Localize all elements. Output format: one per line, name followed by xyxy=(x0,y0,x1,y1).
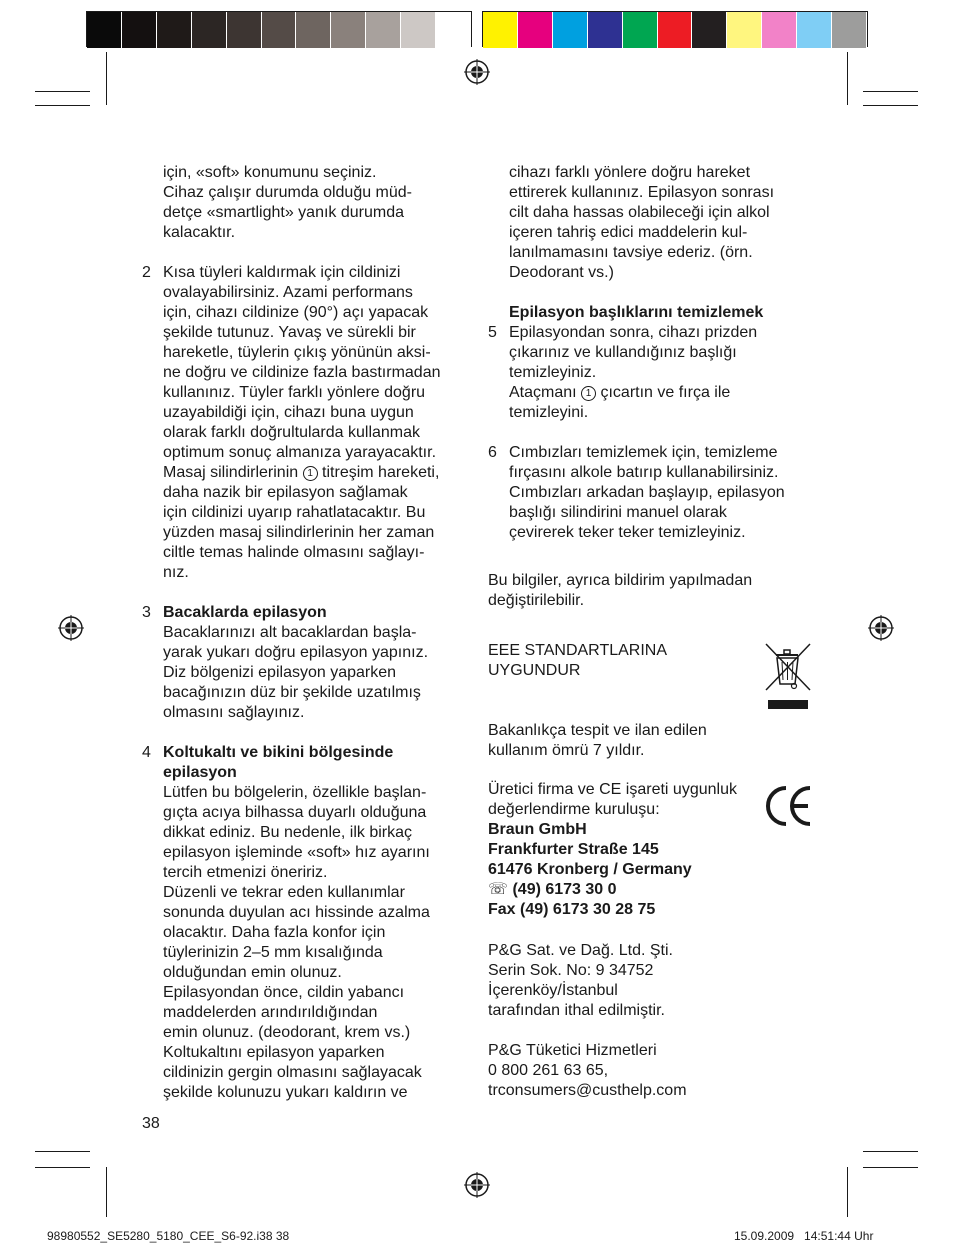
color-swatch xyxy=(483,12,518,48)
left-column xyxy=(142,163,473,1103)
crop-mark xyxy=(847,52,848,105)
registration-mark-icon xyxy=(464,59,490,85)
color-swatch xyxy=(296,12,331,48)
step-number: 5 xyxy=(488,324,497,341)
color-swatch xyxy=(553,12,588,48)
step-6: 6 Cımbızları temizlemek için, temizleme fırçasını alkole batırıp kullanabilirsiniz. Cımbızları arkadan başlayıp, epilasyon başlığı silindirini manuel olarak çevirerek teker teker temizleyiniz. xyxy=(488,444,785,541)
color-swatch xyxy=(518,12,553,48)
step-5: 5 Epilasyondan sonra, cihazı prizden çıkarınız ve kullandığınız başlığı temizleyiniz. Ataçmanı 1 çıcartın ve fırça ile temizleyini. xyxy=(488,324,758,421)
step-number: 6 xyxy=(488,444,497,461)
color-swatch xyxy=(192,12,227,48)
section-heading: Epilasyon başlıklarını temizlemek xyxy=(509,304,764,321)
color-swatch xyxy=(331,12,366,48)
section-heading: Koltukaltı ve bikini bölgesinde xyxy=(163,744,394,761)
ce-mark-icon xyxy=(764,782,814,830)
color-swatch xyxy=(692,12,727,48)
part-reference-marker: 1 xyxy=(303,466,318,481)
step-2: 2 Kısa tüyleri kaldırmak için cildinizi ovalayabilirsiniz. Azami performans için, cihazı cildinize (90°) açı yapacak şekilde tutunuz. Yavaş ve sürekli bir hareketle, tüylerin çıkış yönünün aksi- ne doğru ve cildinize fazla bastırmadan kullanınız. Tüyler farklı yönlere doğru uzayabildiği için, cihazı buna uygun olarak farklı doğrultularda kullanmak optimum sonuç almanıza yarayacaktır. Masaj silindirlerinin 1 titreşim hareketi, daha nazik bir epilasyon sağlamak için cildinizi uyarıp rahatlatacaktır. Bu yüzden masaj silindirlerinin her zaman ciltle temas halinde olmasını sağlayı- nız. xyxy=(142,264,441,581)
color-swatch xyxy=(623,12,658,48)
color-swatch xyxy=(366,12,401,48)
part-reference-marker: 1 xyxy=(581,386,596,401)
crop-mark xyxy=(35,91,90,92)
crop-mark xyxy=(35,105,90,106)
color-swatch xyxy=(436,12,471,48)
color-swatch xyxy=(832,12,867,48)
crop-mark xyxy=(35,1167,90,1168)
eee-compliance: EEE STANDARTLARINA UYGUNDUR xyxy=(488,642,668,679)
color-swatch xyxy=(122,12,157,48)
step-4: 4 Koltukaltı ve bikini bölgesinde epilasyon Lütfen bu bölgelerin, özellikle başlan- gıçta acıya bilhassa duyarlı olduğuna dikkat ediniz. Bu nedenle, ilk birkaç epilasyon işleminde «soft» hız ayarını tercih etmenizi öneririz. Düzenli ve tekrar eden kullanımlar sonunda duyulan acı hissinde azalma olacaktır. Daha fazla konfor için tüylerinizin 2–5 mm kısalığında olduğundan emin olunuz. Epilasyondan önce, cildin yabancı maddelerden arındırıldığından emin olunuz. (deodorant, krem vs.) Koltukaltını epilasyon yaparken cildinizin gergin olmasını sağlayacak şekilde kolunuzu yukarı kaldırın ve xyxy=(163,743,473,1103)
crop-mark xyxy=(35,1151,90,1152)
continuation-text: cihazı farklı yönlere doğru hareket ettirerek kullanınız. Epilasyon sonrası cilt daha hassas olabileceği için alkol içeren tahriş edici maddelerin kul- lanılmamasını tavsiye ederiz. (örn. Deodorant vs.) xyxy=(509,164,775,281)
page-number: 38 xyxy=(142,1115,160,1132)
crop-mark xyxy=(847,1167,848,1217)
print-job-info: 98980552_SE5280_5180_CEE_S6-92.i38 38 xyxy=(47,1229,290,1243)
step-number: 4 xyxy=(142,744,151,761)
color-swatch xyxy=(157,12,192,48)
crop-mark xyxy=(863,91,918,92)
crop-mark xyxy=(863,1167,918,1168)
registration-mark-icon xyxy=(58,615,84,641)
color-swatch xyxy=(658,12,693,48)
crop-mark xyxy=(863,1151,918,1152)
crop-mark xyxy=(106,52,107,105)
color-swatch xyxy=(588,12,623,48)
color-swatch xyxy=(87,12,122,48)
registration-mark-icon xyxy=(464,1172,490,1198)
section-heading: Bacaklarda epilasyon xyxy=(163,604,327,621)
telephone-icon: ☏ xyxy=(488,881,509,898)
color-swatch xyxy=(401,12,436,48)
step-number: 2 xyxy=(142,264,151,281)
lifetime-block: Bakanlıkça tespit ve ilan edilen kullanım ömrü 7 yıldır. xyxy=(488,722,707,759)
registration-mark-icon xyxy=(868,615,894,641)
importer-block: P&G Sat. ve Dağ. Ltd. Şti. Serin Sok. No: 9 34752 İçerenköy/İstanbul tarafından ithal edilmiştir. xyxy=(488,942,673,1019)
consumer-service-block: P&G Tüketici Hizmetleri 0 800 261 63 65, trconsumers@custhelp.com xyxy=(488,1042,687,1099)
crop-mark xyxy=(863,105,918,106)
color-swatch xyxy=(727,12,762,48)
weee-crossed-bin-icon xyxy=(764,640,812,712)
color-calibration-bar xyxy=(482,11,868,47)
right-column xyxy=(488,163,819,543)
manufacturer-block: Üretici firma ve CE işareti uygunluk değerlendirme kuruluşu: Braun GmbH Frankfurter Straße 145 61476 Kronberg / Germany ☏ (49) 6173 30 0 Fax (49) 6173 30 28 75 xyxy=(488,781,737,918)
section-heading: epilasyon xyxy=(163,764,237,781)
grayscale-calibration-bar xyxy=(86,11,472,47)
print-timestamp: 15.09.2009 14:51:44 Uhr xyxy=(734,1229,874,1243)
color-swatch xyxy=(262,12,297,48)
color-swatch xyxy=(227,12,262,48)
continuation-text: için, «soft» konumunu seçiniz. Cihaz çalışır durumda olduğu müd- detçe «smartlight» yanık durumda kalacaktır. xyxy=(163,164,413,241)
crop-mark xyxy=(106,1167,107,1217)
color-swatch xyxy=(797,12,832,48)
notice-block: Bu bilgiler, ayrıca bildirim yapılmadan değiştirilebilir. xyxy=(488,572,753,609)
step-3: 3 Bacaklarda epilasyon Bacaklarınızı alt bacaklardan başla- yarak yukarı doğru epilasyon yapınız. Diz bölgenizi epilasyon yaparken bacağınızın düz bir şekilde uzatılmış olmasını sağlayınız. xyxy=(163,603,473,723)
color-swatch xyxy=(762,12,797,48)
step-number: 3 xyxy=(142,604,151,621)
